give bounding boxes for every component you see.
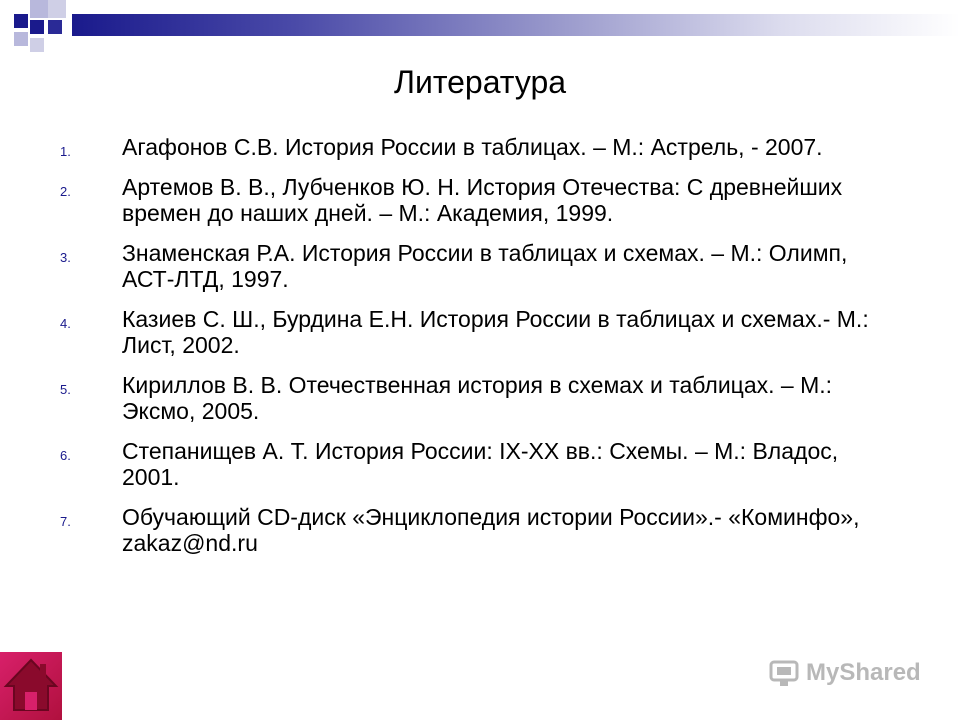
list-item-text: Степанищев А. Т. История России: IX-XX вв.: Схемы. – М.: Владос, 2001. — [122, 438, 839, 490]
slide-title: Литература — [393, 64, 567, 100]
myshared-logo-icon — [768, 658, 802, 688]
home-icon — [0, 652, 62, 720]
header-square-light-3 — [48, 0, 66, 18]
watermark-label: MyShared — [806, 659, 921, 686]
list-item-number: 2. — [60, 184, 71, 199]
list-item — [60, 240, 890, 292]
list-item-number: 4. — [60, 316, 71, 331]
header-square-light-4 — [30, 38, 44, 52]
list-item — [60, 134, 890, 160]
list-item-text: Обучающий CD-диск «Энциклопедия истории России».- «Коминфо», zakaz@nd.ru — [122, 504, 860, 556]
list-item-text: Агафонов С.В. История России в таблицах. – М.: Астрель, - 2007. — [122, 134, 823, 160]
header-square-light-2 — [14, 32, 28, 46]
list-item-number: 5. — [60, 382, 71, 397]
list-item-number: 3. — [60, 250, 71, 265]
list-item — [60, 372, 890, 424]
header-square-light-1 — [30, 0, 48, 18]
list-item-number: 7. — [60, 514, 71, 529]
list-item — [60, 438, 890, 490]
list-item — [60, 306, 890, 358]
list-item-number: 1. — [60, 144, 71, 159]
header-square-dark-1 — [14, 14, 28, 28]
list-item-number: 6. — [60, 448, 71, 463]
list-item-text: Знаменская Р.А. История России в таблицах и схемах. – М.: Олимп, АСТ-ЛТД, 1997. — [122, 240, 848, 292]
reference-list — [60, 134, 890, 570]
header-square-dark-3 — [48, 20, 62, 34]
list-item — [60, 174, 890, 226]
home-button[interactable] — [0, 652, 62, 720]
watermark — [768, 656, 921, 690]
list-item-text: Казиев С. Ш., Бурдина Е.Н. История России в таблицах и схемах.- М.: Лист, 2002. — [122, 306, 869, 358]
header-square-dark-2 — [30, 20, 44, 34]
list-item — [60, 504, 890, 556]
list-item-text: Кириллов В. В. Отечественная история в схемах и таблицах. – М.: Эксмо, 2005. — [122, 372, 833, 424]
list-item-text: Артемов В. В., Лубченков Ю. Н. История Отечества: С древнейших времен до наших дней. – М.: Академия, 1999. — [122, 174, 843, 226]
header-gradient-bar — [72, 14, 960, 36]
